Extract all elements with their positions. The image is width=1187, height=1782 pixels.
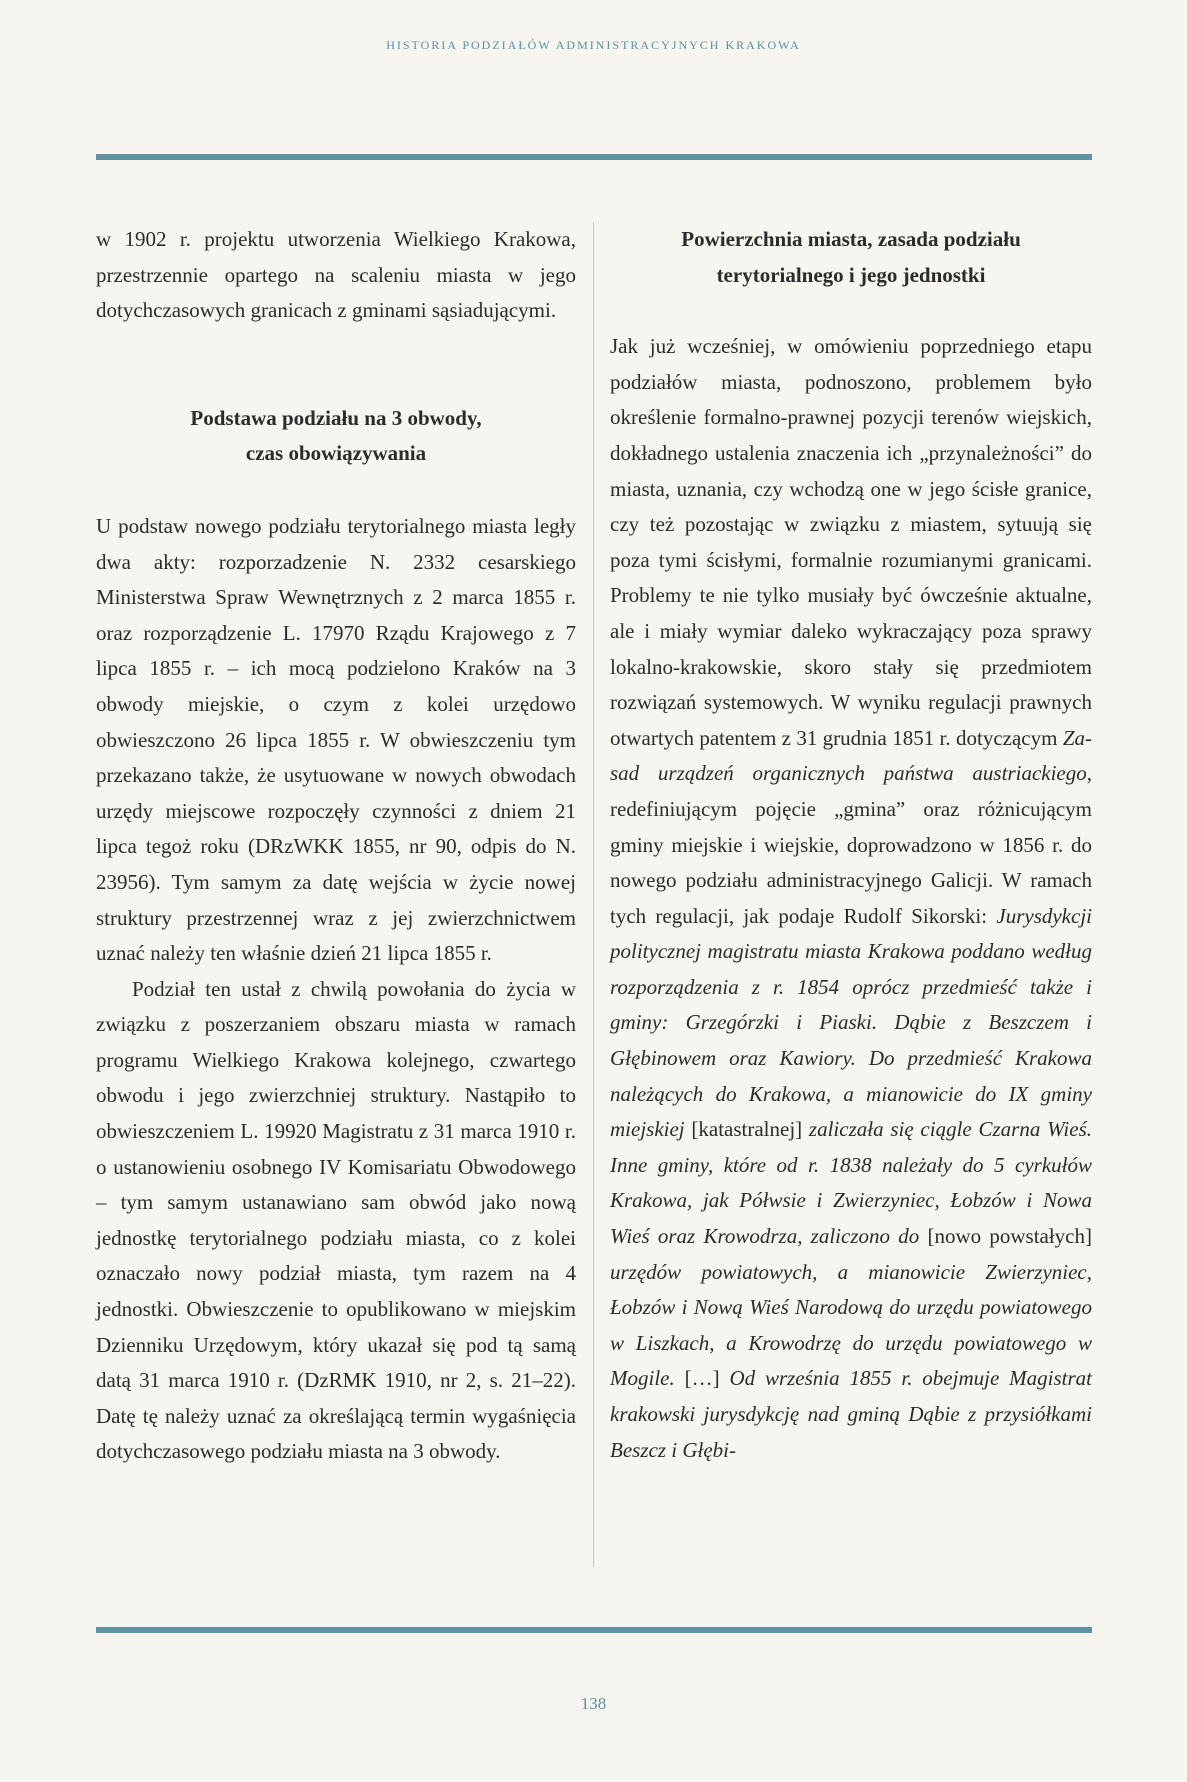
section-heading-line2: terytorialnego i jego jednostki — [716, 262, 986, 287]
section-heading-line1: Podstawa podziału na 3 obwody, — [190, 405, 482, 430]
body-text: [nowo powstałych] — [919, 1224, 1092, 1249]
page-number: 138 — [580, 1694, 607, 1713]
left-column — [96, 222, 576, 1470]
footer-rule — [96, 1627, 1092, 1633]
header-rule — [96, 154, 1092, 160]
body-paragraph: U podstaw nowego podziału terytorialnego miasta legły dwa akty: rozporzadzenie N. 2332 cesarskiego Ministerstwa Spraw Wewnętrznych z 2 marca 1855 r. oraz rozporządzenie L. 17970 Rządu Krajowego z 7 lipca 1855 r. – ich mocą podzielono Kraków na 3 obwody miejskie, o czym z kolei urzędowo obwieszczono 26 lipca 1855 r. W obwieszczeniu tym przekazano także, że usytuowane w nowych obwodach urzędy miejscowe rozpoczęły czynności z dniem 21 lipca tegoż roku (DRzWKK 1855, nr 90, odpis do N. 23956). Tym samym za datę wejścia w życie nowej struktury przestrzennej wraz z jej zwierzchnictwem uznać należy ten właśnie dzień 21 lipca 1855 r. — [96, 513, 576, 966]
italic-title: Zasad urządzeń organicznych państwa austriackiego — [610, 725, 1092, 786]
column-divider — [593, 222, 594, 1567]
quotation: zaliczała się ciągle Czarna Wieś. Inne gminy, które od r. 1838 należały do 5 cyrkułów Krakowa, jak Półwsie i Zwierzyniec, Łobzów i Nowa Wieś oraz Krowodrza, zaliczono do — [610, 1117, 1092, 1249]
body-text: , redefiniującym pojęcie „gmina” oraz różnicującym gminy miejskie i wiejskie, doprowadzono w 1856 r. do nowego podziału administracyjnego Galicji. W ramach tych regulacji, jak podaje Rudolf Sikorski: — [610, 761, 1092, 928]
body-text: [katastralnej] — [684, 1117, 809, 1142]
right-column — [610, 222, 1092, 1468]
section-heading-line1: Powierzchnia miasta, zasada podziału — [681, 227, 1021, 251]
quotation: Od września 1855 r. obejmuje Magistrat krakowski jurysdykcję nad gminą Dąbie z przysiółkami Beszcz i Głębi- — [610, 1366, 1092, 1462]
body-paragraph — [610, 329, 1092, 1468]
intro-paragraph: w 1902 r. projektu utworzenia Wielkiego Krakowa, przestrzennie opartego na scaleniu miasta w jego dotychczasowych granicach z gminami sąsiadującymi. — [96, 227, 576, 323]
body-paragraph: Podział ten ustał z chwilą powołania do życia w związku z poszerzaniem obszaru miasta w ramach programu Wielkiego Krakowa kolejnego, czwartego obwodu i jego zwierzchniej struktury. Nastąpiło to obwieszczeniem L. 19920 Magistratu z 31 marca 1910 r. o ustanowieniu osobnego IV Komisariatu Obwodowego – tym samym ustanawiano sam obwód jako nową jednostkę terytorialnego podziału miasta, co z kolei oznaczało nowy podział miasta, tym razem na 4 jednostki. Obwieszczenie to opublikowano w miejskim Dzienniku Urzędowym, który ukazał się pod tą samą datą 31 marca 1910 r. (DzRMK 1910, nr 2, s. 21–22). Datę tę należy uznać za określającą termin wygaśnięcia dotychczasowego podziału miasta na 3 obwody. — [96, 976, 576, 1464]
body-text: […] — [674, 1366, 730, 1391]
quotation: Jurysdykcji politycznej magistratu miasta Krakowa poddano według rozporządzenia z r. 1854 oprócz przedmieść także i gminy: Grzegórzki i Piaski. Dąbie z Beszczem i Głębinowem oraz Kawiory. Do przedmieść Krakowa należących do Krakowa, a mianowicie do IX gminy miejskiej — [610, 903, 1092, 1142]
running-header: HISTORIA PODZIAŁÓW ADMINISTRACYJNYCH KRAKOWA — [386, 38, 801, 52]
body-text: Jak już wcześniej, w omówieniu poprzedniego etapu podziałów miasta, podnoszono, problemem było określenie formalno-prawnej pozycji terenów wiejskich, dokładnego ustalenia znaczenia ich „przynależności” do miasta, uznania, czy wchodzą one w jego ścisłe granice, czy też pozostając w związku z miastem, sytuują się poza tymi ścisłymi, formalnie rozumianymi granicami. Problemy te nie tylko musiały być ówcześnie aktualne, ale i miały wymiar daleko wykraczający poza sprawy lokalno-krakowskie, skoro stały się przedmiotem rozwiązań systemowych. W wyniku regulacji prawnych otwartych patentem z 31 grudnia 1851 r. dotyczącym — [610, 334, 1092, 750]
section-heading — [96, 401, 576, 472]
quotation: urzędów powiatowych, a mianowicie Zwierzyniec, Łobzów i Nową Wieś Narodową do urzędu powiatowego w Liszkach, a Krowodrzę do urzędu powiatowego w Mogile. — [610, 1259, 1092, 1391]
section-heading — [610, 222, 1092, 293]
section-heading-line2: czas obowiązywania — [245, 441, 427, 466]
